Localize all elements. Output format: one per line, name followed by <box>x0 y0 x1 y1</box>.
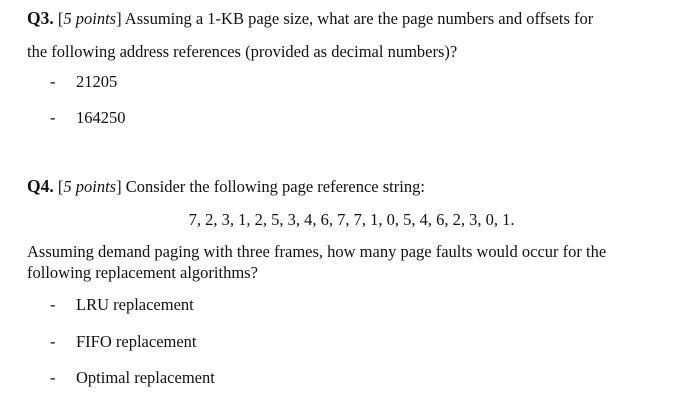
q4-line-3: following replacement algorithms? <box>27 263 258 282</box>
q3-item-1-label: 21205 <box>76 72 118 91</box>
q3-item-1 <box>50 72 117 92</box>
q4-item-3-bullet: - <box>50 368 56 387</box>
q4-points: 5 points <box>63 177 117 196</box>
q3-item-2-label: 164250 <box>76 108 126 127</box>
q3-points-open: [ <box>53 9 64 28</box>
q4-points-close: ] <box>116 177 122 196</box>
q3-number: Q3. <box>27 8 54 28</box>
q4-item-2 <box>50 332 197 352</box>
q3-points: 5 points <box>63 9 117 28</box>
q4-item-1-bullet: - <box>50 295 56 314</box>
q3-line-2: the following address references (provided as decimal numbers)? <box>27 42 458 61</box>
q3-item-1-bullet: - <box>50 72 56 91</box>
q4-item-2-label: FIFO replacement <box>76 332 197 351</box>
q3-line-1 <box>27 8 593 29</box>
q4-line-2: Assuming demand paging with three frames, how many page faults would occur for the <box>27 242 607 261</box>
q4-item-1-label: LRU replacement <box>76 295 194 314</box>
q4-item-1 <box>50 295 194 315</box>
q4-points-open: [ <box>53 177 64 196</box>
q4-item-3-label: Optimal replacement <box>76 368 215 387</box>
q4-line-1 <box>27 176 425 197</box>
q3-text-line-1: Assuming a 1-KB page size, what are the page numbers and offsets for <box>121 9 594 28</box>
q3-item-2 <box>50 108 126 128</box>
q4-reference-string: 7, 2, 3, 1, 2, 5, 3, 4, 6, 7, 7, 1, 0, 5, 4, 6, 2, 3, 0, 1. <box>188 210 515 229</box>
q3-item-2-bullet: - <box>50 108 56 127</box>
q3-points-close: ] <box>116 9 122 28</box>
q4-text-line-1: Consider the following page reference string: <box>121 177 425 196</box>
q4-item-2-bullet: - <box>50 332 56 351</box>
q4-item-3 <box>50 368 215 388</box>
q4-number: Q4. <box>27 176 54 196</box>
